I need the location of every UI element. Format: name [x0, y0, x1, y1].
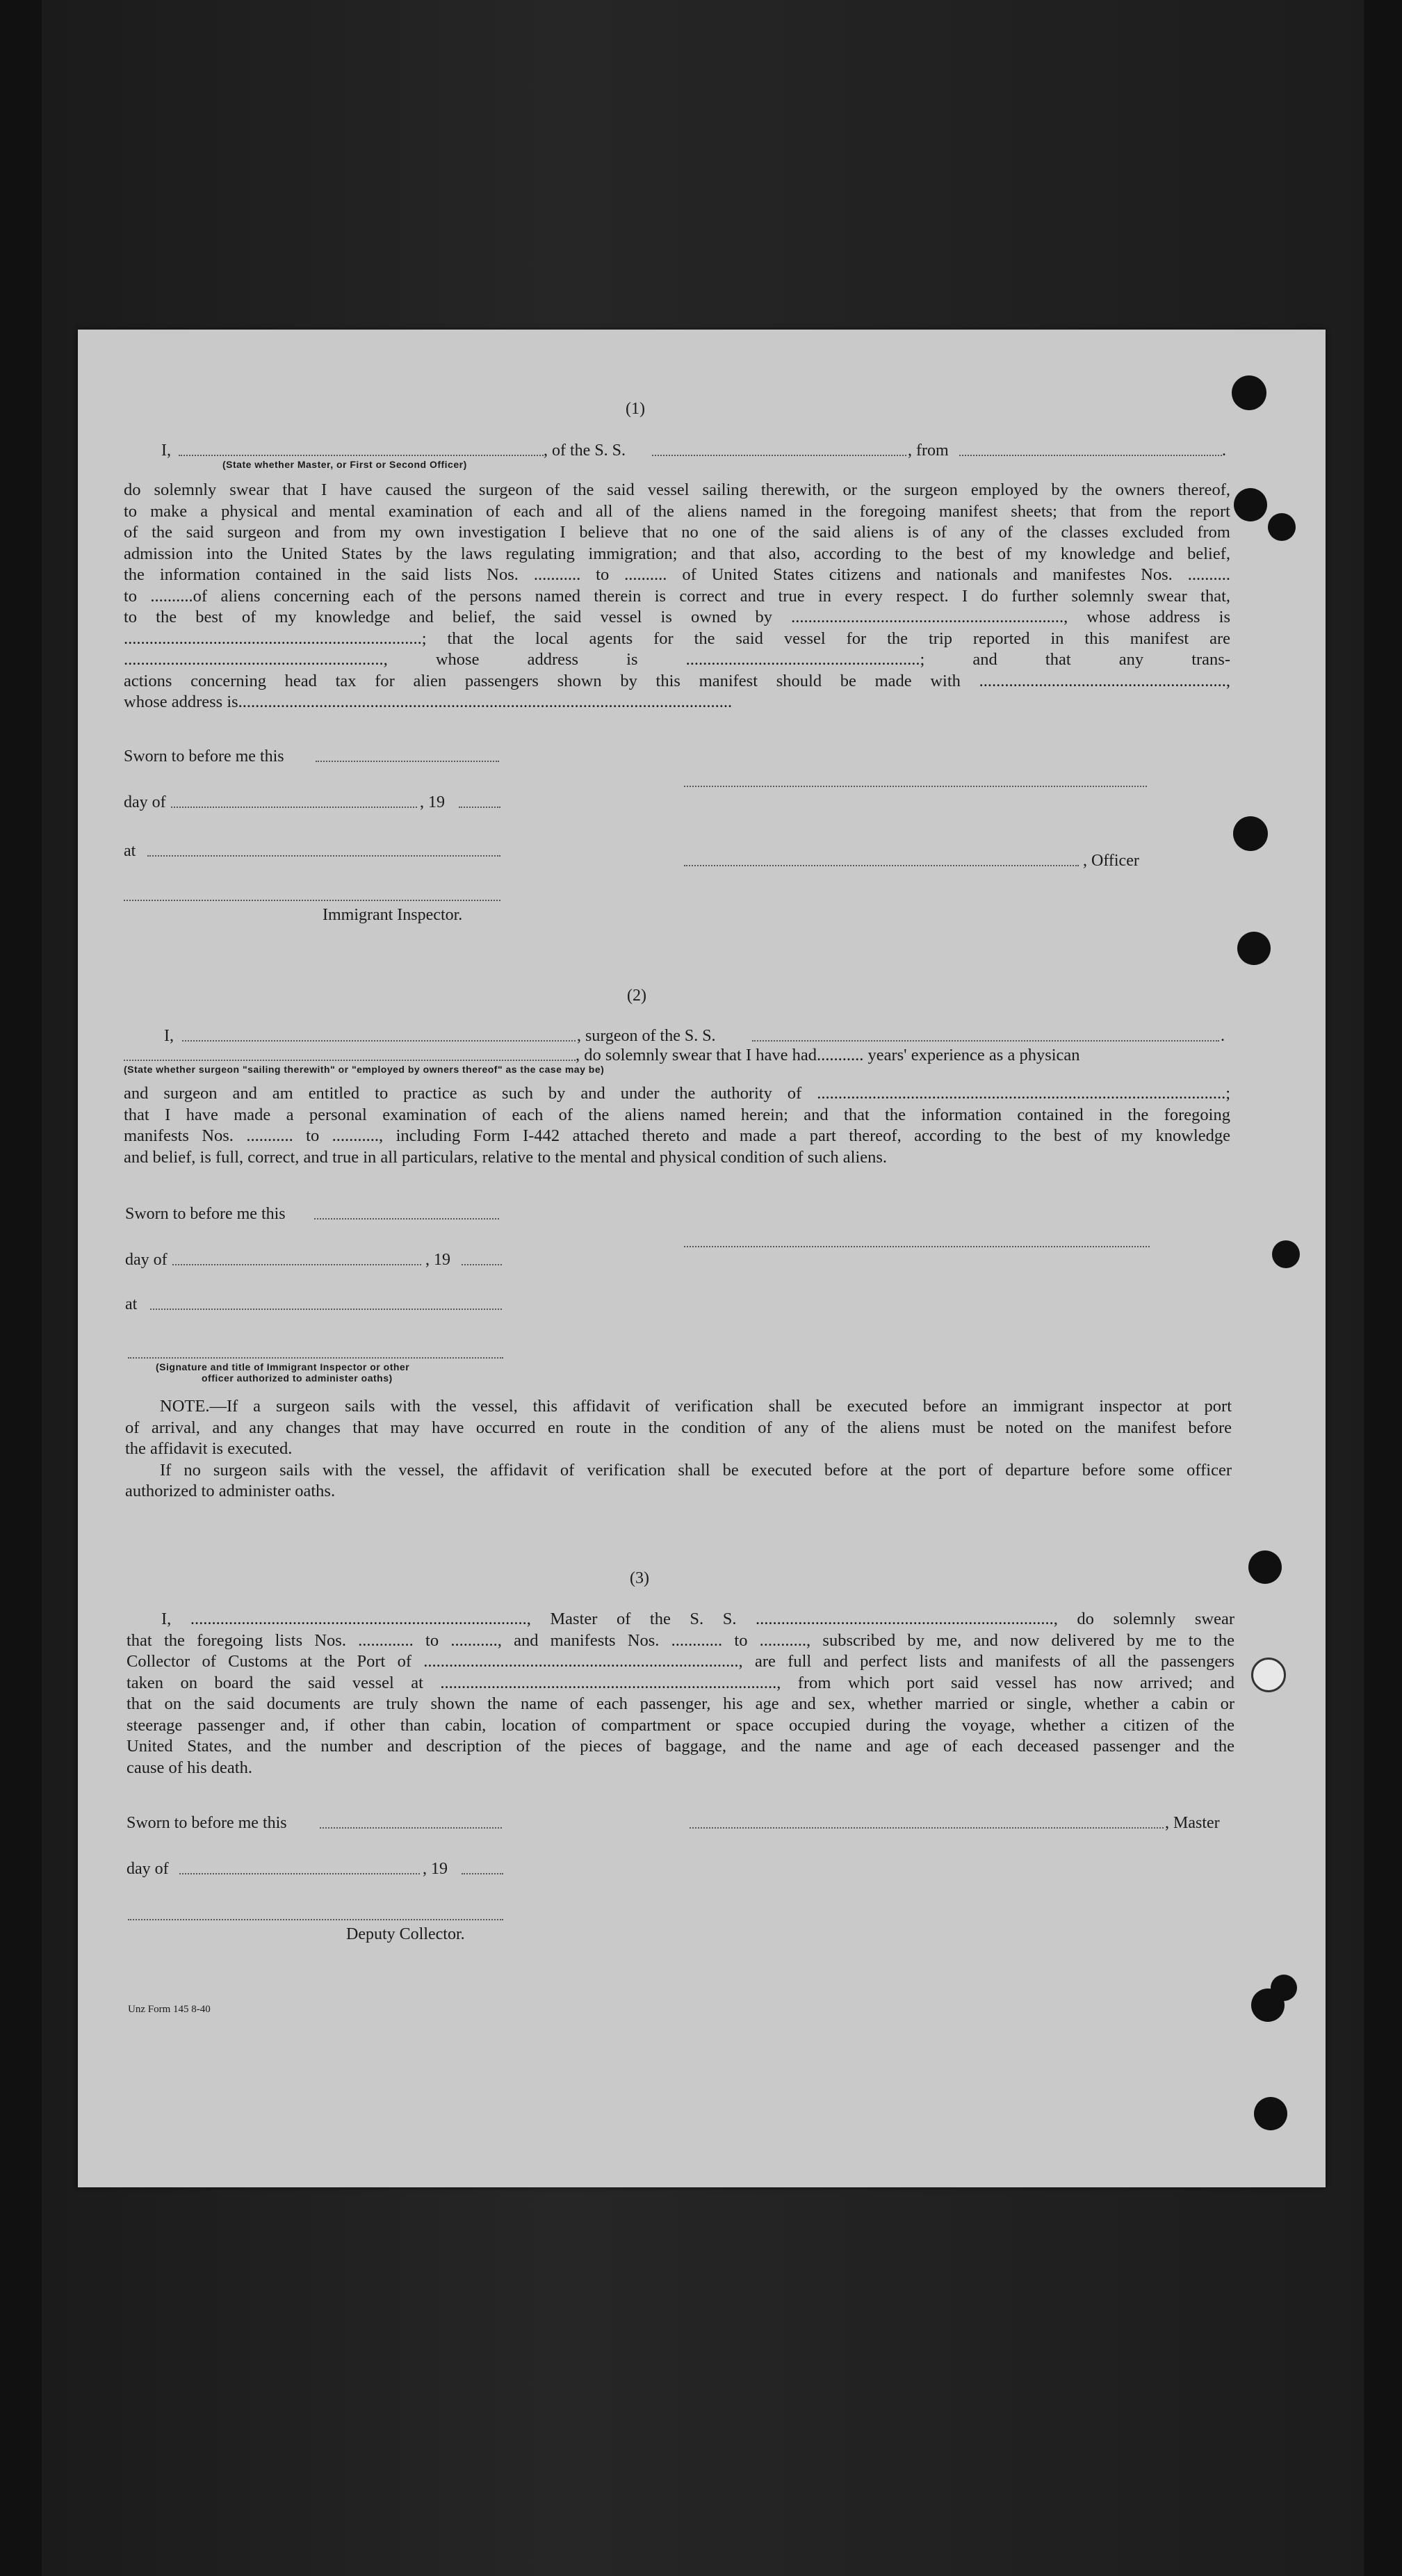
punch-hole [1232, 375, 1266, 410]
s2-sworn: Sworn to before me this [125, 1205, 286, 1223]
s2-signature-caption-2: officer authorized to administer oaths) [202, 1372, 393, 1384]
section-2-number: (2) [627, 987, 646, 1005]
section-3-oath-text: I, ..............................................................................., Master of the S. S. ......................................................................, do solemnly swear that the foregoing lists Nos. ............. to ..........., and manifests Nos. ............ to ..........., subscribed by me, and now delivered by me to the Collector of Customs at the Port of .........................................................................., are full and perfect lists and manifests of all the passengers taken on board the said vessel at ..............................................................................., from which port said vessel has now arrived; and that on the said documents are truly shown the name of each passenger, his age and sex, whether married or single, whether a cabin or steerage passenger and, if other than cabin, location of compartment or space occupied during the voyage, whether a citizen of the United States, and the number and description of the pieces of baggage, and the name and age of each deceased passenger and the cause of his death. [127, 1610, 1234, 1777]
s2-i: I, [164, 1027, 174, 1045]
s2-caption: (State whether surgeon "sailing therewith" or "employed by owners thereof" as the case may be) [124, 1064, 605, 1075]
manifest-page [78, 330, 1326, 2187]
punch-hole [1254, 2097, 1287, 2130]
departure-port-field[interactable] [959, 455, 1222, 456]
ship-name-field[interactable] [652, 455, 906, 456]
master-name-field[interactable] [179, 455, 544, 456]
s1-i: I, [161, 442, 171, 460]
s2-year: , 19 [425, 1251, 450, 1269]
punch-hole [1251, 1658, 1286, 1692]
punch-hole [1233, 816, 1268, 851]
s1-of-ss: , of the S. S. [544, 442, 626, 460]
punch-hole [1272, 1240, 1300, 1268]
film-edge-right [1364, 0, 1402, 2576]
s3-day-field[interactable] [179, 1873, 420, 1874]
s1-inspector-signature-field[interactable] [124, 900, 500, 901]
form-number: Unz Form 145 8-40 [128, 2004, 211, 2015]
s1-year-field[interactable] [459, 807, 500, 808]
s3-sworn: Sworn to before me this [127, 1814, 287, 1832]
s3-day-of: day of [127, 1860, 169, 1878]
s2-sworn-date-field[interactable] [314, 1218, 499, 1220]
s1-caption: (State whether Master, or First or Second Officer) [222, 459, 467, 470]
master-signature-field[interactable] [690, 1827, 1164, 1829]
s1-day-of: day of [124, 793, 166, 811]
s1-day-field[interactable] [171, 807, 417, 808]
section-3-number: (3) [630, 1569, 649, 1587]
note-text: NOTE.—If a surgeon sails with the vessel, this affidavit of verification shall be executed before an immigrant inspector at port of arrival, and any changes that may have occurred en route in the condition of any of the aliens must be noted on the manifest before the affidavit is executed. If no surgeon sails with the vessel, the affidavit of verification shall be executed before at the port of departure before some officer authorized to administer oaths. [125, 1397, 1232, 1500]
s2-day-field[interactable] [172, 1264, 421, 1265]
s3-year-field[interactable] [462, 1873, 503, 1874]
s2-signature-caption-1: (Signature and title of Immigrant Inspector or other [156, 1361, 410, 1372]
surgeon-status-field[interactable] [124, 1060, 576, 1061]
film-edge-left [0, 0, 42, 2576]
section-1-number: (1) [626, 400, 645, 418]
punch-hole [1271, 1975, 1297, 2001]
punch-hole [1237, 932, 1271, 965]
surgeon-name-field[interactable] [182, 1040, 576, 1042]
punch-hole [1234, 488, 1267, 521]
s2-end: . [1221, 1027, 1225, 1045]
s1-from: , from [908, 442, 949, 460]
s3-sworn-date-field[interactable] [320, 1827, 502, 1829]
s2-year-field[interactable] [462, 1264, 502, 1265]
s2-ship-name-field[interactable] [752, 1040, 1219, 1042]
s2-line2: , do solemnly swear that I have had........... years' experience as a physican [576, 1046, 1080, 1064]
s1-at-field[interactable] [147, 855, 500, 857]
s2-at-field[interactable] [150, 1309, 502, 1310]
s2-inspector-signature-field[interactable] [128, 1357, 503, 1359]
punch-hole [1248, 1550, 1282, 1584]
s3-year: , 19 [423, 1860, 448, 1878]
s1-officer: , Officer [1083, 852, 1139, 870]
s1-signature-field[interactable] [684, 786, 1147, 787]
section-2-oath-text: and surgeon and am entitled to practice as such by and under the authority of ................................................................................................; that I have made a personal examination of each of the aliens named herein; and that the information contained in the foregoing manifests Nos. ........... to ..........., including Form I-442 attached thereto and made a part thereof, according to the best of my knowledge and belief, is full, correct, and true in all particulars, relative to the mental and physical condition of such aliens. [124, 1084, 1230, 1167]
s3-collector: Deputy Collector. [346, 1925, 465, 1943]
s1-sworn-date-field[interactable] [316, 761, 499, 762]
section-1-oath-text: do solemnly swear that I have caused the surgeon of the said vessel sailing therewith, or the surgeon employed by the owners thereof, to make a physical and mental examination of each and all of the aliens named in the foregoing manifest sheets; that from the report of the said surgeon and from my own investigation I believe that no one of the said aliens is of any of the classes excluded from admission into the United States by the laws regulating immigration; and that also, according to the best of my knowledge and belief, the information contained in the said lists Nos. ........... to .......... of United States citizens and nationals and manifestes Nos. .......... to ..........of aliens concerning each of the persons named therein is correct and true in every respect. I do further solemnly swear that, to the best of my knowledge and belief, the said vessel is owned by ................................................................, whose address is ......................................................................; that the local agents for the said vessel for the trip reported in this manifest are ............................................................., whose address is .......................................................; and that any trans- actions concerning head tax for alien passengers shown by this manifest should be made with .........................................................., whose address is.................................................................................................................... [124, 480, 1230, 711]
s3-master: , Master [1165, 1814, 1220, 1832]
s1-sworn: Sworn to before me this [124, 747, 284, 765]
s1-at: at [124, 842, 136, 860]
s2-day-of: day of [125, 1251, 168, 1269]
s2-surgeon: , surgeon of the S. S. [577, 1027, 716, 1045]
s1-officer-field[interactable] [684, 865, 1079, 866]
collector-signature-field[interactable] [128, 1919, 503, 1920]
s1-end: . [1222, 442, 1226, 460]
s1-year: , 19 [420, 793, 445, 811]
s2-signature-field[interactable] [684, 1246, 1150, 1247]
s1-inspector: Immigrant Inspector. [323, 906, 463, 924]
punch-hole [1268, 513, 1296, 541]
s2-at: at [125, 1295, 138, 1313]
